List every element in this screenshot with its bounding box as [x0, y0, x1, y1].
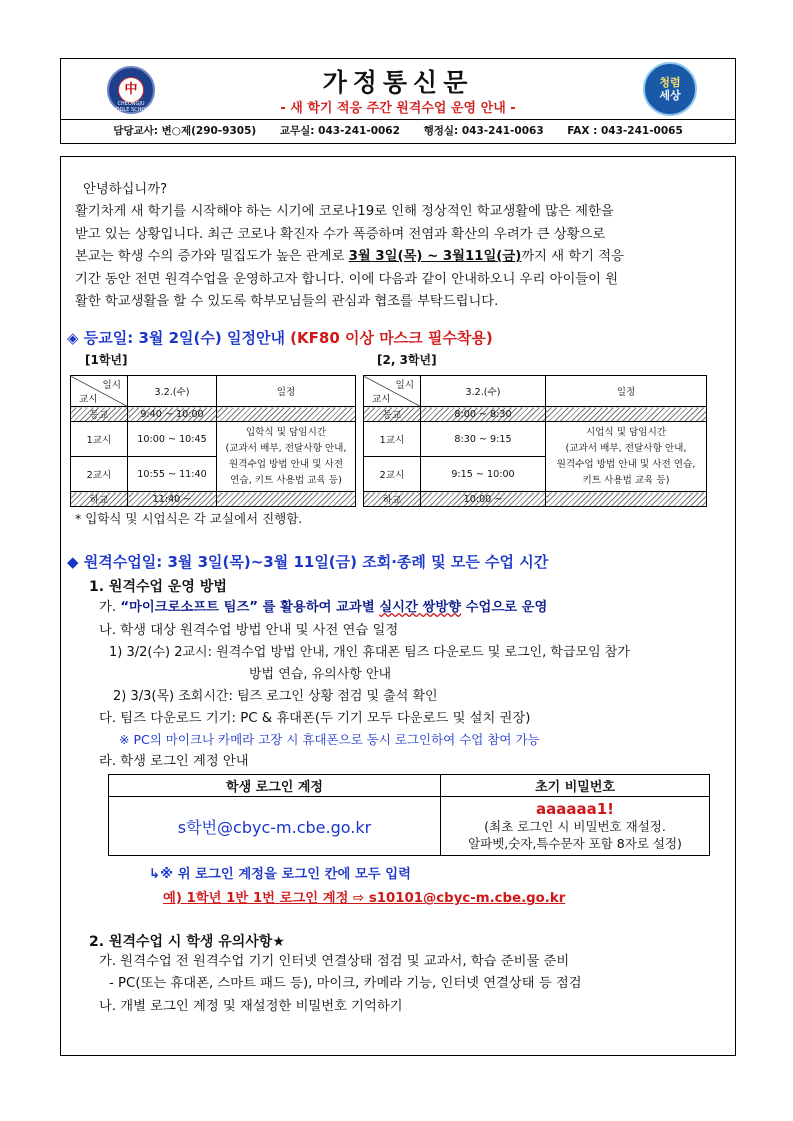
item-na: 나. 학생 대상 원격수업 방법 안내 및 사전 연습 일정 [99, 623, 399, 638]
subsection-title: 2. 원격수업 시 학생 유의사항★ [89, 934, 285, 950]
diag-header-cell: 일시 교시 [71, 376, 128, 407]
time-cell: 9:40 ~ 10:00 [128, 407, 217, 422]
remote-period: 3월 3일(목) ~ 3월11일(금) [348, 249, 522, 264]
header-title-area [61, 59, 735, 120]
grade23-label: [2, 3학년] [377, 353, 437, 367]
time-cell: 10:55 ~ 11:40 [128, 457, 217, 492]
login-info-table [108, 774, 710, 856]
staff-room-phone: 교무실: 043-241-0062 [279, 125, 400, 137]
section-remote-class: ◆ 원격수업일: 3월 3일(목)~3월 11일(금) 조회·종례 및 모든 수업 시간 [67, 553, 549, 571]
item-ra: 라. 학생 로그인 계정 안내 [99, 754, 249, 769]
item-na-2: 2) 3/3(목) 조회시간: 팀즈 로그인 상황 점검 및 출석 확인 [113, 689, 438, 704]
period-cell: 2교시 [364, 457, 421, 492]
date-header: 3.2.(수) [128, 376, 217, 407]
section-school-day: ◈ 등교일: 3월 2일(수) 일정안내 (KF80 이상 마스크 필수착용) [67, 329, 493, 347]
period-cell: 등교 [71, 407, 128, 422]
period-cell: 1교시 [71, 422, 128, 457]
intro-line: 본교는 학생 수의 증가와 밀집도가 높은 관계로 3월 3일(목) ~ 3월11일(금)까지 새 학기 적응 [75, 249, 624, 264]
grade1-schedule-table [70, 375, 356, 507]
time-cell: 8:30 ~ 9:15 [421, 422, 546, 457]
schedule-header: 일정 [546, 376, 707, 407]
subsection-title: 1. 원격수업 운영 방법 [89, 579, 227, 595]
greeting: 안녕하십니까? [83, 182, 168, 197]
time-cell: 10:00 ~ 10:45 [128, 422, 217, 457]
time-cell: 9:15 ~ 10:00 [421, 457, 546, 492]
grade23-schedule-table [363, 375, 707, 507]
item-da: 다. 팀즈 다운로드 기기: PC & 휴대폰(두 기기 모두 다운로드 및 설치 권장) [99, 711, 531, 726]
admin-room-phone: 행정실: 043-241-0063 [423, 125, 544, 137]
initial-password: aaaaaa1! [535, 799, 614, 818]
date-header: 3.2.(수) [421, 376, 546, 407]
diag-header-cell: 일시 교시 [364, 376, 421, 407]
intro-line: 활한 학교생활을 할 수 있도록 학부모님들의 관심과 협조를 부탁드립니다. [75, 294, 499, 309]
account-header: 학생 로그인 계정 [109, 775, 441, 797]
password-header: 초기 비밀번호 [441, 775, 710, 797]
school-emblem-icon: 中 CHEONGJU MIDDLE SCHOOL [107, 66, 155, 114]
contact-line [61, 123, 735, 138]
grade1-label: [1학년] [85, 353, 128, 367]
caution-ga: 가. 원격수업 전 원격수업 기기 인터넷 연결상태 점검 및 교과서, 학습 준비물 준비 [99, 954, 570, 969]
period-cell: 2교시 [71, 457, 128, 492]
page-subtitle: - 새 학기 적응 주간 원격수업 운영 안내 - [280, 101, 516, 116]
device-note: ※ PC의 마이크나 카메라 고장 시 휴대폰으로 동시 로그인하여 수업 참여 가능 [119, 732, 540, 747]
login-example: 예) 1학년 1반 1번 로그인 계정 ⇨ s10101@cbyc-m.cbe.go.kr [163, 891, 566, 906]
letter-body [60, 156, 736, 1056]
diamond-bullet-icon: ◈ [67, 329, 79, 347]
table-footnote: * 입학식 및 시업식은 각 교실에서 진행함. [75, 511, 303, 526]
diamond-bullet-icon: ◆ [67, 553, 79, 571]
password-cell: aaaaaa1! (최초 로그인 시 비밀번호 재설정. 알파벳,숫자,특수문자 포함 8자로 설정) [441, 797, 710, 856]
period-cell: 등교 [364, 407, 421, 422]
time-cell: 10:00 ~ [421, 492, 546, 507]
period-cell: 하교 [364, 492, 421, 507]
item-ga: 가. “마이크로소프트 팀즈” 를 활용하여 교과별 실시간 쌍방향 수업으로 운영 [99, 600, 548, 615]
letter-header [60, 58, 736, 144]
schedule-cell: 시업식 및 담임시간 (교과서 배부, 전달사항 안내, 원격수업 방법 안내 및 사전 연습, 키트 사용법 교육 등) [546, 422, 707, 492]
item-na-1: 1) 3/2(수) 2교시: 원격수업 방법 안내, 개인 휴대폰 팀즈 다운로드 및 로그인, 학급모임 참가 [109, 645, 630, 660]
schedule-header: 일정 [217, 376, 356, 407]
login-account: s학번@cbyc-m.cbe.go.kr [109, 797, 441, 856]
page-title: 가정통신문 [322, 68, 474, 97]
period-cell: 1교시 [364, 422, 421, 457]
time-cell: 8:00 ~ 8:30 [421, 407, 546, 422]
intro-line: 기간 동안 전면 원격수업을 운영하고자 합니다. 이에 다음과 같이 안내하오니 우리 아이들이 원 [75, 272, 619, 287]
schedule-cell: 입학식 및 담임시간 (교과서 배부, 전달사항 안내, 원격수업 방법 안내 및 사전 연습, 키트 사용법 교육 등) [217, 422, 356, 492]
teacher-contact: 담당교사: 변○제(290-9305) [113, 125, 257, 137]
intro-line: 받고 있는 상황입니다. 최근 코로나 확진자 수가 폭증하며 전염과 확산의 우려가 큰 상황으로 [75, 227, 606, 242]
intro-line: 활기차게 새 학기를 시작해야 하는 시기에 코로나19로 인해 정상적인 학교생활에 많은 제한을 [75, 204, 614, 219]
item-na-1-cont: 방법 연습, 유의사항 안내 [249, 667, 392, 682]
integrity-logo-icon: 청렴 세상 [643, 62, 697, 116]
period-cell: 하교 [71, 492, 128, 507]
login-hint: ↳※ 위 로그인 계정을 로그인 칸에 모두 입력 [149, 867, 411, 882]
time-cell: 11:40 ~ [128, 492, 217, 507]
caution-na: 나. 개별 로그인 계정 및 재설정한 비밀번호 기억하기 [99, 999, 403, 1014]
fax-number: FAX : 043-241-0065 [567, 125, 683, 137]
caution-ga-sub: - PC(또는 휴대폰, 스마트 패드 등), 마이크, 카메라 기능, 인터넷 연결상태 등 점검 [109, 976, 582, 991]
